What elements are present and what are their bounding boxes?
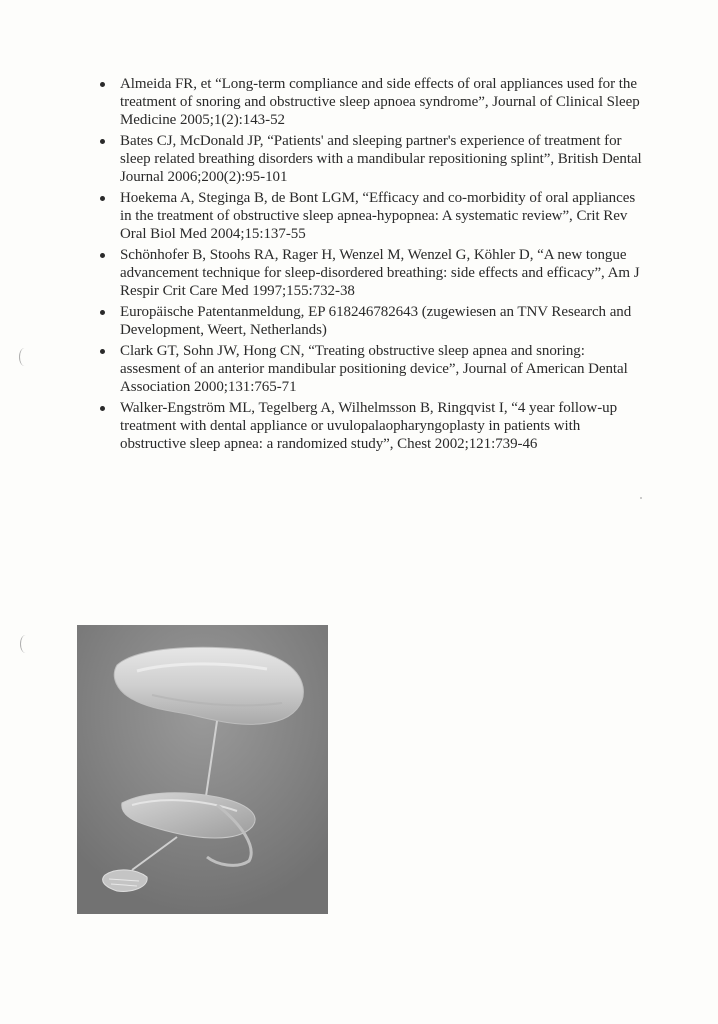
reference-item xyxy=(96,342,646,396)
reference-text: Almeida FR, et “Long-term compliance and side effects of oral appliances used for the treatment of snoring and obstructive sleep apnoea syndrome”, Journal of Clinical Sleep Medicine 2005;1(2):143-52 xyxy=(120,76,640,128)
bullet-icon xyxy=(100,406,105,411)
reference-text: Schönhofer B, Stoohs RA, Rager H, Wenzel M, Wenzel G, Köhler D, “A new tongue advancement technique for sleep-disordered breathing: side effects and efficacy”, Am J Respir Crit Care Med 1997;155:732-38 xyxy=(120,247,640,299)
bullet-icon xyxy=(100,349,105,354)
bullet-icon xyxy=(100,196,105,201)
reference-text: Clark GT, Sohn JW, Hong CN, “Treating obstructive sleep apnea and snoring: assesment of an anterior mandibular positioning device”, Journal of American Dental Association 2000;131:765-71 xyxy=(120,343,628,395)
reference-item xyxy=(96,189,646,243)
punch-hole-mark xyxy=(20,635,31,653)
reference-item xyxy=(96,399,646,453)
reference-text: Hoekema A, Steginga B, de Bont LGM, “Efficacy and co-morbidity of oral appliances in the treatment of obstructive sleep apnea-hypopnea: A systematic review”, Crit Rev Oral Biol Med 2004;15:137-55 xyxy=(120,190,636,242)
reference-item xyxy=(96,75,646,129)
reference-item xyxy=(96,246,646,300)
reference-item xyxy=(96,132,646,186)
punch-hole-mark xyxy=(19,348,30,366)
appliance-photo xyxy=(77,625,328,914)
reference-item xyxy=(96,303,646,339)
scan-speck xyxy=(640,497,642,499)
appliance-illustration xyxy=(77,625,328,914)
reference-list xyxy=(96,75,646,456)
bullet-icon xyxy=(100,310,105,315)
bullet-icon xyxy=(100,139,105,144)
reference-text: Europäische Patentanmeldung, EP 618246782643 (zugewiesen an TNV Research and Development, Weert, Netherlands) xyxy=(120,304,632,338)
bullet-icon xyxy=(100,253,105,258)
reference-text: Walker-Engström ML, Tegelberg A, Wilhelmsson B, Ringqvist I, “4 year follow-up treatment with dental appliance or uvulopalaopharyngoplasty in patients with obstructive sleep apnea: a randomized study”, Chest 2002;121:739-46 xyxy=(120,400,618,452)
reference-text: Bates CJ, McDonald JP, “Patients' and sleeping partner's experience of treatment for sleep related breathing disorders with a mandibular repositioning splint”, British Dental Journal 2006;200(2):95-101 xyxy=(120,133,642,185)
bullet-icon xyxy=(100,82,105,87)
